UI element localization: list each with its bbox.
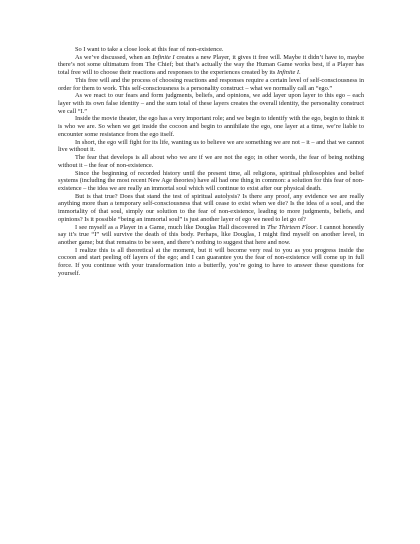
paragraph-7 bbox=[58, 154, 364, 169]
paragraph-text: Inside the movie theater, the ego has a very important role; and we begin to identify with the ego, begin to think it is who we are. So when we get inside the cocoon and begin to annihilate the ego, one layer at a time, we’re liable to encounter some resistance from the ego itself. bbox=[58, 115, 365, 138]
paragraph-8 bbox=[58, 170, 364, 193]
paragraph-text: As we react to our fears and form judgments, beliefs, and opinions, we add layer upon layer to this ego – each layer with its own false identity – and the sum total of these layers creates the overall identity, the personality construct we call “I.” bbox=[58, 92, 364, 115]
italic-term-infinite-i: Infinite I bbox=[152, 53, 175, 61]
paragraph-text: In short, the ego will fight for its life, wanting us to believe we are something we are not – it – and that we cannot live without it. bbox=[58, 138, 364, 154]
paragraph-4 bbox=[58, 92, 364, 115]
paragraph-text: I see myself as a Player in a Game, much like Douglas Hall discovered in bbox=[75, 223, 268, 231]
paragraph-3 bbox=[58, 77, 364, 92]
paragraph-text: The fear that develops is all about who we are if we are not the ego; in other words, the fear of being nothing without it – the fear of non-existence. bbox=[58, 154, 364, 169]
paragraph-text: I realize this is all theoretical at the moment, but it will become very real to you as you progress inside the cocoon and start peeling off layers of the ego; and I can guarantee you the fear of non-existence will come up in full force. If you continue with your transformation into a butterfly, you’re going to have to answer these questions for yourself. bbox=[58, 246, 364, 277]
paragraph-text: creates a new Player, it gives it free will. Maybe it didn’t have to, maybe there’s not some ultimatum from The Chief; but that’s actually the way the Human Game works best, if a Player has total free will to choose their reactions and responses to the experiences created by its bbox=[58, 53, 365, 77]
paragraph-text: . bbox=[299, 69, 301, 77]
paragraph-text: As we’ve discussed, when an bbox=[75, 53, 153, 61]
paragraph-9 bbox=[58, 193, 364, 224]
paragraph-1 bbox=[58, 46, 364, 54]
paragraph-2 bbox=[58, 54, 364, 77]
italic-term-infinite-i: Infinite I bbox=[276, 69, 299, 77]
page-body bbox=[58, 46, 364, 278]
paragraph-5 bbox=[58, 115, 364, 138]
paragraph-11 bbox=[58, 247, 364, 278]
paragraph-text: This free will and the process of choosing reactions and responses require a certain level of self-consciousness in order for them to work. This self-consciousness is a personality construct – what we normally call an “ego.” bbox=[58, 76, 364, 92]
paragraph-text: So I want to take a close look at this fear of non-existence. bbox=[75, 46, 224, 53]
paragraph-text: Since the beginning of recorded history until the present time, all religions, spiritual philosophies and belief systems (including the most recent New Age theories) have all had one thing in common: a solution for this fear of non-existence – the idea we are really an immortal soul which will continue to exist after our physical death. bbox=[58, 169, 364, 192]
paragraph-text: . I cannot honestly say it’s true “I” will survive the death of this body. Perhaps, like Douglas, I might find myself on another level, in another game; but that remains to be seen, and there’s nothing to suggest that here and now. bbox=[58, 223, 364, 246]
paragraph-10 bbox=[58, 224, 364, 247]
paragraph-text: But is that true? Does that stand the test of spiritual autolysis? Is there any proof, any evidence we are really anything more than a temporary self-consciousness that will cease to exist when we die? Is the idea of a soul, and the immortality of that soul, simply our solution to the fear of non-existence, leading to more judgments, beliefs, and opinions? Is it possible “being an immortal soul” is just another layer of ego we need to let go of? bbox=[58, 192, 364, 223]
italic-film-title: The Thirteen Floor bbox=[267, 223, 317, 231]
paragraph-6 bbox=[58, 139, 364, 154]
